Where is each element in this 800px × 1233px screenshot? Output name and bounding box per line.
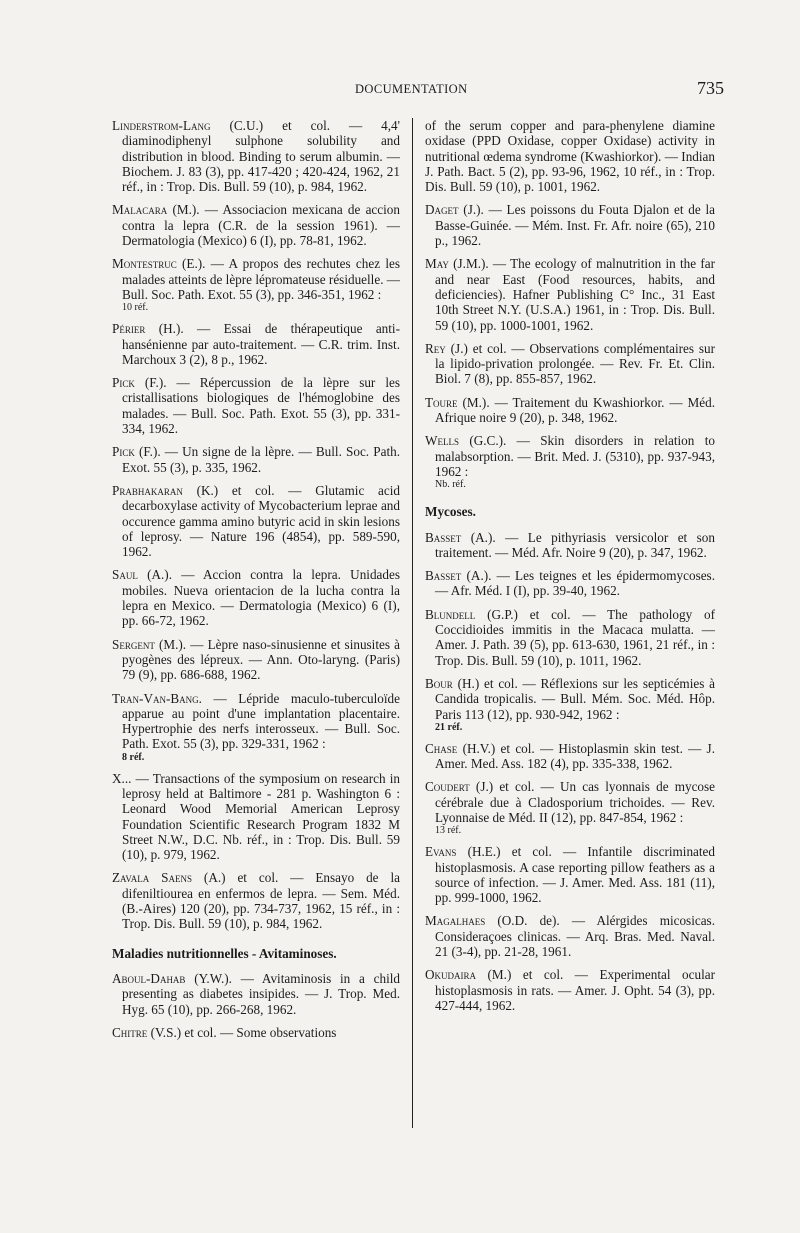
entry-author: May bbox=[425, 256, 449, 272]
bibliography-entry bbox=[112, 971, 400, 1017]
entry-author: Basset bbox=[425, 529, 462, 545]
entry-author: Rey bbox=[425, 340, 446, 356]
entry-author: Pick bbox=[112, 444, 135, 460]
bibliography-entry bbox=[425, 967, 715, 1013]
entry-author: Aboul-Dahab bbox=[112, 970, 186, 986]
entry-text: (A.). — Le pithyriasis versicolor et son traitement. — Méd. Afr. Noire 9 (20), p. 347, 1962. bbox=[435, 529, 715, 560]
entry-author: Magalhaes bbox=[425, 913, 486, 929]
bibliography-entry bbox=[425, 256, 715, 332]
bibliography-entry bbox=[425, 779, 715, 836]
entry-text: (M.) et col. — Experimental ocular histoplasmosis in rats. — Amer. J. Opht. 54 (3), pp. 427-444, 1962. bbox=[435, 967, 715, 1013]
entry-author: Bour bbox=[425, 675, 453, 691]
entry-text: (A.). — Les teignes et les épidermomycoses. — Afr. Méd. I (I), pp. 39-40, 1962. bbox=[435, 568, 715, 599]
entry-text: (O.D. de). — Alérgides micosicas. Consideraçoes clinicas. — Arq. Bras. Med. Naval. 21 (3-4), pp. 21-28, 1961. bbox=[435, 913, 715, 960]
bibliography-entry bbox=[425, 433, 715, 490]
entry-author: Montestruc bbox=[112, 256, 177, 272]
bibliography-entry bbox=[425, 607, 715, 668]
entry-author: Wells bbox=[425, 433, 459, 449]
left-entries-list bbox=[112, 118, 400, 932]
entry-ref-count: 10 réf. bbox=[122, 302, 149, 314]
entry-author: X... bbox=[112, 770, 132, 786]
bibliography-entry bbox=[112, 483, 400, 559]
bibliography-entry bbox=[425, 568, 715, 599]
entry-author: Saul bbox=[112, 567, 138, 583]
left-column bbox=[112, 118, 400, 1048]
bibliography-entry bbox=[425, 395, 715, 426]
entry-author: Linderstrom-Lang bbox=[112, 118, 211, 133]
right-entries-list bbox=[425, 118, 715, 490]
bibliography-entry bbox=[425, 530, 715, 561]
entry-text: — Transactions of the symposium on research in leprosy held at Baltimore - 281 p. Washington 6 : Leonard Wood Memorial American Leprosy Foundation Scientific Research Program 1832 M Street N.W., D.C. Nb. réf., in : Trop. Dis. Bull. 59 (10), p. 979, 1962. bbox=[122, 770, 400, 863]
entry-text: (A.) et col. — Ensayo de la difeniltiourea en enfermos de lepra. — Sem. Méd. (B.-Aires) 120 (20), pp. 734-737, 1962, 15 réf., in : Trop. Dis. Bull. 59 (10), p. 984, 1962. bbox=[122, 870, 400, 932]
bibliography-entry bbox=[112, 256, 400, 313]
entry-ref-count: 21 réf. bbox=[435, 721, 463, 733]
page-header bbox=[0, 78, 800, 100]
entry-text: (H.V.) et col. — Histoplasmin skin test. — J. Amer. Med. Ass. 182 (4), pp. 335-338, 1962. bbox=[435, 740, 715, 772]
entry-text: (V.S.) et col. — Some observations bbox=[147, 1024, 337, 1040]
entry-author: Chase bbox=[425, 740, 458, 756]
entry-text: of the serum copper and para-phenylene diamine oxidase (PPD Oxidase, copper Oxidase) activity in nutritional œdema syndrome (Kwashiorkor). — Indian J. Path. Bact. 5 (2), pp. 93-96, 1962, 10 réf., in : Trop. Dis. Bull. 59 (10), p. 1001, 1962. bbox=[425, 118, 715, 195]
bibliography-entry bbox=[112, 691, 400, 763]
page-number: 735 bbox=[697, 78, 724, 98]
entry-text: (J.) et col. — Un cas lyonnais de mycose cérébrale due à Cladosporium trichoides. — Rev. Lyonnaise de Méd. II (12), pp. 847-854, 1962 : bbox=[435, 779, 715, 825]
bibliography-entry bbox=[112, 444, 400, 475]
entry-author: Coudert bbox=[425, 779, 470, 795]
entry-author: Basset bbox=[425, 568, 462, 584]
bibliography-entry bbox=[112, 202, 400, 248]
mycoses-entries-list bbox=[425, 530, 715, 1014]
entry-author: Daget bbox=[425, 202, 459, 218]
entry-ref-count: Nb. réf. bbox=[435, 479, 466, 491]
bibliography-entry bbox=[425, 118, 715, 194]
entry-text: (M.). — Lèpre naso-sinusienne et sinusites à pyogènes des lépreux. — Ann. Oto-laryng. (Paris) 79 (9), pp. 686-688, 1962. bbox=[122, 636, 400, 683]
entry-ref-count: 8 réf. bbox=[122, 751, 145, 763]
section-heading-nutrition: Maladies nutritionnelles - Avitaminoses. bbox=[112, 945, 337, 961]
entry-text: (J.) et col. — Observations complémentaires sur la lipido-privation prolongée. — Rev. Fr. Et. Clin. Biol. 7 (8), pp. 855-857, 1962. bbox=[435, 340, 715, 387]
running-head: DOCUMENTATION bbox=[355, 82, 468, 96]
entry-author: Tran-Van-Bang bbox=[112, 690, 199, 706]
bibliography-entry bbox=[112, 321, 400, 367]
right-column bbox=[425, 118, 715, 1021]
bibliography-entry bbox=[112, 567, 400, 628]
entry-author: Chitre bbox=[112, 1024, 148, 1040]
entry-text: (Y.W.). — Avitaminosis in a child presenting as diabetes insipides. — J. Trop. Med. Hyg. 65 (10), pp. 266-268, 1962. bbox=[122, 970, 400, 1017]
entry-text: (H.E.) et col. — Infantile discriminated histoplasmosis. A case reporting pillow feathers as a source of infection. — J. Amer. Med. Ass. 181 (11), pp. 999-1000, 1962. bbox=[435, 844, 715, 906]
bibliography-entry bbox=[425, 913, 715, 959]
bibliography-entry bbox=[112, 1025, 400, 1040]
entry-author: Malacara bbox=[112, 202, 168, 218]
entry-text: (C.U.) et col. — 4,4' diaminodiphenyl sulphone solubility and distribution in blood. Binding to serum albumin. — Biochem. J. 83 (3), pp. 417-420 ; 420-424, 1962, 21 réf., in : Trop. Dis. Bull. 59 (10), p. 984, 1962. bbox=[122, 118, 400, 195]
bibliography-entry bbox=[425, 676, 715, 733]
bibliography-entry bbox=[425, 202, 715, 248]
bibliography-entry bbox=[425, 844, 715, 905]
entry-text: (M.). — Traitement du Kwashiorkor. — Méd. Afrique noire 9 (20), p. 348, 1962. bbox=[435, 394, 715, 426]
entry-author: Pick bbox=[112, 375, 135, 391]
entry-text: (H.) et col. — Réflexions sur les septicémies à Candida tropicalis. — Bull. Mém. Soc. Méd. Hôp. Paris 113 (12), pp. 930-942, 1962 : bbox=[435, 675, 715, 722]
bibliography-entry bbox=[425, 741, 715, 772]
column-divider bbox=[412, 118, 413, 1128]
section-heading-mycoses: Mycoses. bbox=[425, 504, 476, 520]
entry-text: . — Lépride maculo-tuberculoïde apparue au point d'une implantation placentaire. Hypertrophie des nerfs interosseux. — Bull. Soc. Path. Exot. 55 (3), pp. 329-331, 1962 : bbox=[122, 690, 400, 752]
entry-text: (G.C.). — Skin disorders in relation to malabsorption. — Brit. Med. J. (5310), pp. 937-943, 1962 : bbox=[435, 433, 715, 479]
entry-author: Sergent bbox=[112, 636, 155, 652]
entry-author: Périer bbox=[112, 321, 146, 337]
entry-text: (F.). — Un signe de la lèpre. — Bull. Soc. Path. Exot. 55 (3), p. 335, 1962. bbox=[122, 444, 400, 475]
entry-text: (A.). — Accion contra la lepra. Unidades mobiles. Nueva orientacion de la lucha contra la lepra en Mexico. — Dermatologia (Mexico) 6 (I), pp. 66-72, 1962. bbox=[122, 567, 400, 629]
entry-author: Okudaira bbox=[425, 967, 477, 983]
entry-text: (J.M.). — The ecology of malnutrition in the far and near East (Food resources, habits, and deficiencies). Hafner Publishing C° Inc., 31 East 10th Street N.Y. (U.S.A.) 1961, in : Trop. Dis. Bull. 59 (10), pp. 1000-1001, 1962. bbox=[435, 256, 715, 333]
entry-author: Blundell bbox=[425, 606, 476, 622]
bibliography-entry bbox=[112, 637, 400, 683]
entry-text: (K.) et col. — Glutamic acid decarboxylase activity of Mycobacterium leprae and occurence gamma amino butyric acid in skin lesions of leprosy. — Nature 196 (4854), pp. 589-590, 1962. bbox=[122, 482, 400, 560]
entry-author: Prabhakaran bbox=[112, 482, 183, 498]
entry-text: (H.). — Essai de thérapeutique anti-hansénienne par auto-traitement. — C.R. trim. Inst. Marchoux 3 (2), 8 p., 1962. bbox=[122, 321, 400, 367]
entry-ref-count: 13 réf. bbox=[435, 825, 462, 837]
bibliography-entry bbox=[112, 375, 400, 436]
entry-text: (F.). — Répercussion de la lèpre sur les cristallisations biologiques de l'hémoglobine des malades. — Bull. Soc. Path. Exot. 55 (3), pp. 331-334, 1962. bbox=[122, 375, 400, 437]
bibliography-entry bbox=[112, 870, 400, 931]
bibliography-entry bbox=[112, 118, 400, 194]
entry-text: (M.). — Associacion mexicana de accion contra la lepra (C.R. de la session 1961). — Dermatologia (Mexico) 6 (I), pp. 78-81, 1962. bbox=[122, 202, 400, 249]
entry-author: Zavala Saens bbox=[112, 870, 192, 886]
bibliography-entry bbox=[425, 341, 715, 387]
entry-text: (J.). — Les poissons du Fouta Djalon et de la Basse-Guinée. — Mém. Inst. Fr. Afr. noire (65), 210 p., 1962. bbox=[435, 202, 715, 249]
entry-text: (E.). — A propos des rechutes chez les malades atteints de lèpre lépromateuse résiduelle. — Bull. Soc. Path. Exot. 55 (3), pp. 346-351, 1962 : bbox=[122, 256, 400, 302]
entry-author: Toure bbox=[425, 394, 458, 410]
bibliography-entry bbox=[112, 771, 400, 863]
entry-text: (G.P.) et col. — The pathology of Coccidioides immitis in the Macaca mulatta. — Amer. J. Path. 39 (5), pp. 613-630, 1961, 21 réf., in : Trop. Dis. Bull. 59 (10), p. 1011, 1962. bbox=[435, 606, 715, 668]
entry-author: Evans bbox=[425, 844, 457, 860]
nutrition-entries-list bbox=[112, 971, 400, 1040]
